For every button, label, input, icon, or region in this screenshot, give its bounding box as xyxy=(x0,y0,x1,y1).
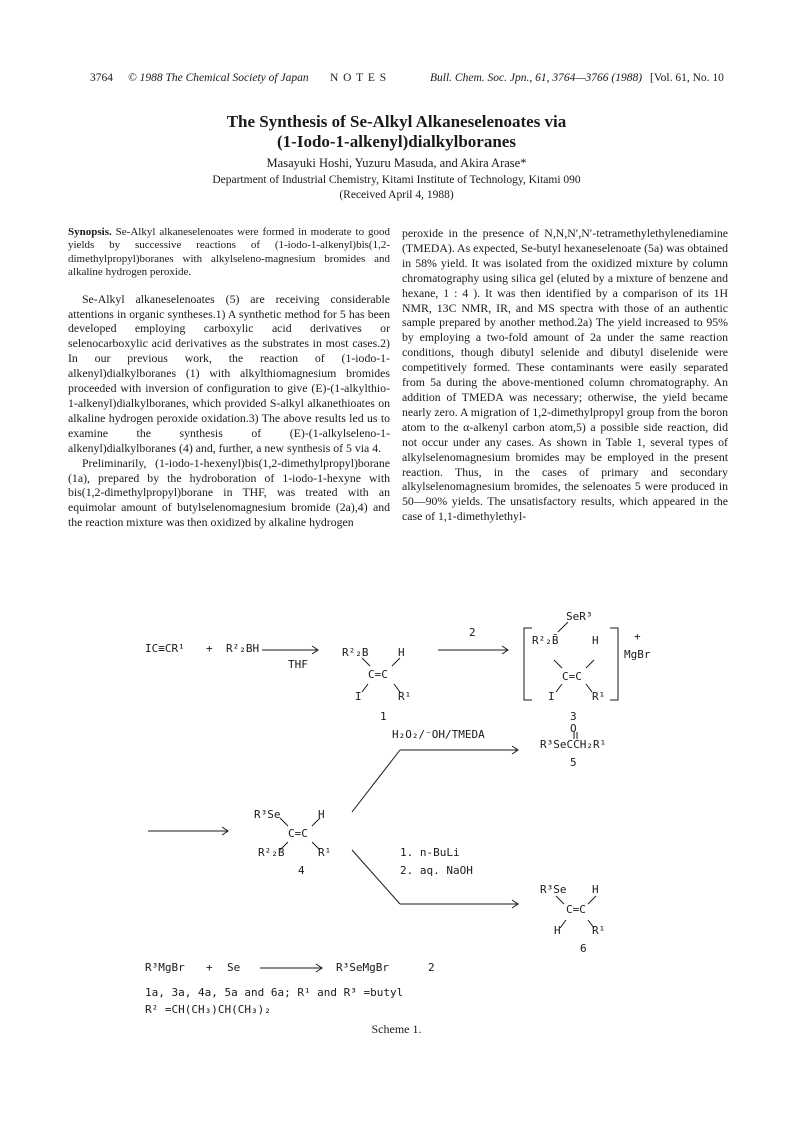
compound4-cc: C=C xyxy=(288,827,308,840)
volume-label: [Vol. 61, No. 10 xyxy=(650,72,724,84)
condition-oxidation: H₂O₂/⁻OH/TMEDA xyxy=(392,728,485,741)
scheme-note-substituents: 1a, 3a, 4a, 5a and 6a; R¹ and R³ =butyl xyxy=(145,986,404,999)
cation-plus: + xyxy=(634,630,641,643)
eq2-label: 2 xyxy=(428,961,435,974)
product5-oxygen: O xyxy=(570,722,577,735)
copyright-line: © 1988 The Chemical Society of Japan xyxy=(128,72,309,84)
eq2-reagent-grignard: R³MgBr xyxy=(145,961,185,974)
product5-formula: R³SeCCH₂R¹ xyxy=(540,738,607,751)
compound4-r2b: R²₂B xyxy=(258,846,285,859)
product6-h-bottom: H xyxy=(554,924,561,937)
section-label: N O T E S xyxy=(330,72,388,84)
compound3-h: H xyxy=(592,634,599,647)
synopsis-label: Synopsis. xyxy=(68,226,112,238)
compound3-r2b: R²₂B̄ xyxy=(532,634,559,647)
product6-r1: R¹ xyxy=(592,924,606,937)
condition-buli: 1. n-BuLi xyxy=(400,846,460,859)
title-line-1: The Synthesis of Se-Alkyl Alkaneselenoates via xyxy=(226,112,567,131)
counterion-mgbr: MgBr xyxy=(624,648,651,661)
eq2-product: R³SeMgBr xyxy=(336,961,389,974)
arrow-label-2: 2 xyxy=(469,626,476,639)
condition-naoh: 2. aq. NaOH xyxy=(400,864,473,877)
paragraph-preliminary: Preliminarily, (1-iodo-1-hexenyl)bis(1,2-dimethylpropyl)borane (1a), prepared by the hydroboration of 1-iodo-1-hexyne with bis(1,2-dimethylpropyl)borane in THF, was treated with an equimolar amount of butylselenomagnesium bromide (2a),4) and the reaction mixture was then oxidized by alkaline hydrogen xyxy=(68,455,390,530)
author-list: Masayuki Hoshi, Yuzuru Masuda, and Akira Arase* xyxy=(266,156,527,170)
compound3-r1: R¹ xyxy=(592,690,606,703)
scheme-note-r2: R² =CH(CH₃)CH(CH₃)₂ xyxy=(145,1003,271,1016)
compound4-r3se: R³Se xyxy=(254,808,281,821)
compound3-ser3: SeR³ xyxy=(566,610,593,623)
compound-label-6: 6 xyxy=(580,942,587,955)
compound3-cc: C=C xyxy=(562,670,582,683)
condition-thf: THF xyxy=(288,658,308,671)
reagent-borane: R²₂BH xyxy=(226,642,260,655)
compound1-r2b: R²₂B xyxy=(342,646,369,659)
compound1-r1: R¹ xyxy=(398,690,412,703)
compound4-h: H xyxy=(318,808,325,821)
compound3-i: I xyxy=(548,690,555,703)
received-date: (Received April 4, 1988) xyxy=(339,189,454,201)
paragraph-intro: Se-Alkyl alkaneselenoates (5) are receiving considerable attentions in organic syntheses.1) A synthetic method for 5 has been developed employing carboxylic acid derivatives or selenocarboxylic acid derivatives as the substrates in most cases.2) In our previous work, the reaction of (1-iodo-1-alkenyl)dialkylboranes (1) with alkylthiomagnesium bromides proceeded with inversion of configuration to give (E)-(1-alkylthio-1-alkenyl)dialkylboranes, which provided S-alkyl alkanethioates on alkaline hydrogen peroxide oxidation.3) The above results led us to examine the synthesis of (E)-(1-alkylseleno-1-alkenyl)dialkylboranes (4) and, further, a new synthesis of 5 via 4. xyxy=(68,291,390,455)
compound-label-4: 4 xyxy=(298,864,305,877)
product6-h-top: H xyxy=(592,883,599,896)
product6-cc: C=C xyxy=(566,903,586,916)
title-line-2: (1-Iodo-1-alkenyl)dialkylboranes xyxy=(277,132,516,151)
affiliation: Department of Industrial Chemistry, Kitami Institute of Technology, Kitami 090 xyxy=(212,174,581,186)
eq2-plus: + xyxy=(206,961,213,974)
compound1-cc: C=C xyxy=(368,668,388,681)
page-number: 3764 xyxy=(90,72,113,84)
journal-citation: Bull. Chem. Soc. Jpn., 61, 3764—3766 (1988) xyxy=(430,72,643,84)
compound1-h: H xyxy=(398,646,405,659)
scheme-plus-sign: + xyxy=(206,642,213,655)
scheme-caption: Scheme 1. xyxy=(371,1022,422,1036)
compound-label-5: 5 xyxy=(570,756,577,769)
eq2-selenium: Se xyxy=(227,961,241,974)
compound-label-1: 1 xyxy=(380,710,387,723)
compound1-i: I xyxy=(355,690,362,703)
compound-label-3: 3 xyxy=(570,710,577,723)
synopsis-text: Se-Alkyl alkaneselenoates were formed in moderate to good yields by successive reactions of (1-iodo-1-alkenyl)bis(1,2-dimethylpropyl)boranes with alkylseleno-magnesium bromides and alkaline hydrogen peroxide. xyxy=(68,226,391,279)
compound4-r1: R¹ xyxy=(318,846,332,859)
reagent-alkyne: IC≡CR¹ xyxy=(145,642,185,655)
product6-r3se: R³Se xyxy=(540,883,567,896)
paragraph-results: peroxide in the presence of N,N,N′,N′-tetramethylethylenediamine (TMEDA). As expected, Se-butyl hexaneselenoate (5a) was obtained in 58% yield. It was isolated from the oxidized mixture by column chromatography using silica gel (eluted by a mixture of benzene and hexane, 1 : 4 ). It was then identified by a comparison of its 1H NMR, 13C NMR, IR, and MS spectra with those of an authentic sample prepared by another method.2a) The yield increased to 95% by employing a two-fold amount of 2a under the same reaction conditions, though dibutyl selenide and dibutyl diselenide were competitively formed. These contaminants were easily separated from 5a during the above-mentioned column chromatography. An addition of TMEDA was necessary; otherwise, the yield became nearly zero. A migration of 1,2-dimethylpropyl group from the boron atom to the α-alkenyl carbon atom,5) a possible side reaction, did not occur under any cases. As shown in Table 1, several types of alkylselenomagnesium bromides may be employed in the present reaction. Thus, in the cases of primary and secondary alkylselenomagnesium bromides, the selenoates 5 were produced in 50—90% yields. The unsatisfactory results, which appeared in the case of 1,1-dimethylethyl- xyxy=(402,226,728,524)
